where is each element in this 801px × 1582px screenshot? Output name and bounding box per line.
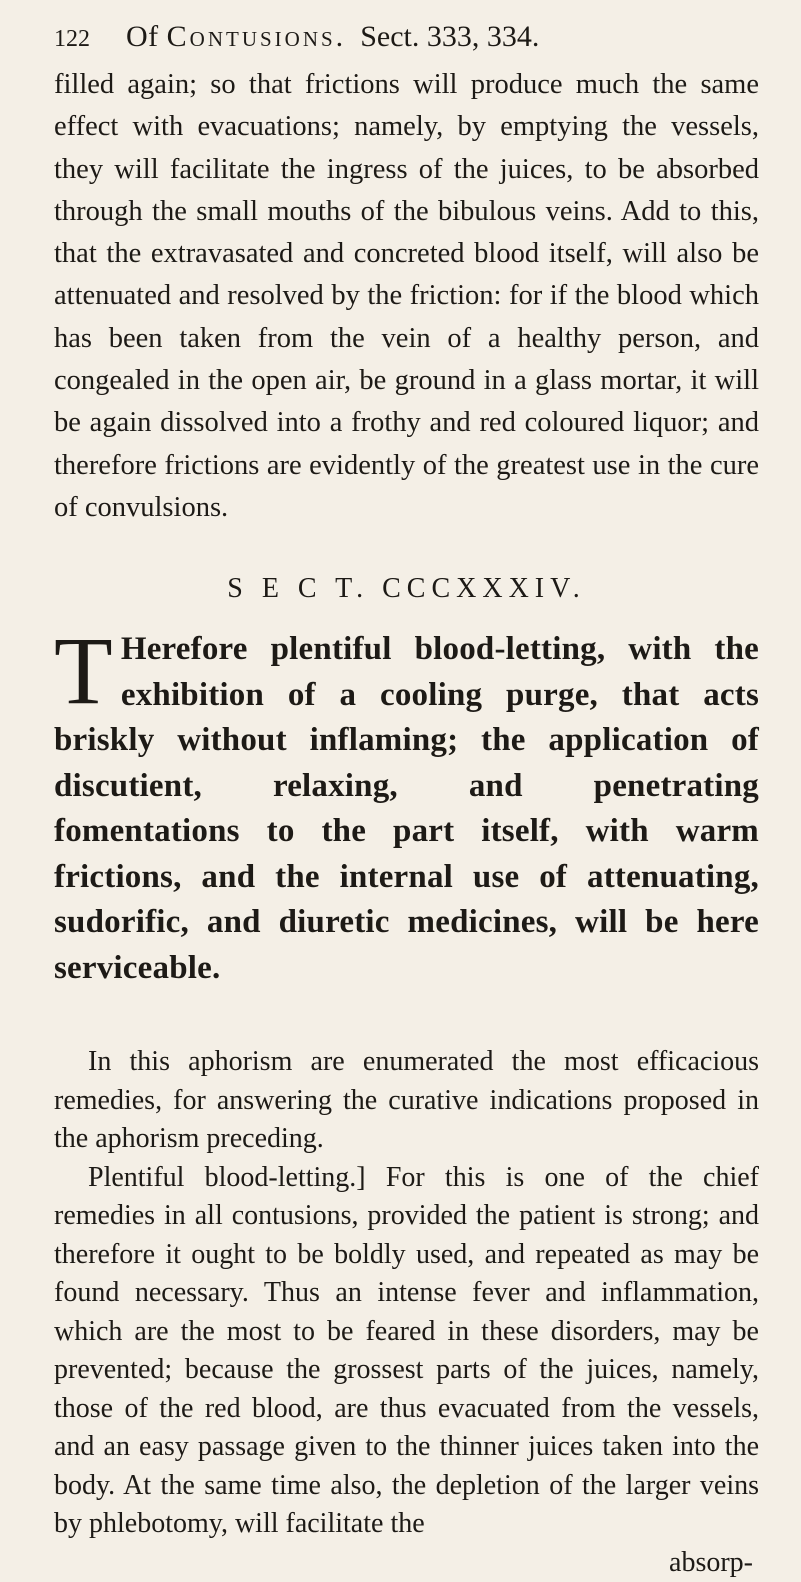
aphorism-text: Herefore plentiful blood-letting, with the exhibition of a cooling purge, that acts briskly without inflaming; the application of discutient, relaxing, and penetrating fomentations to the part itself, with warm frictions, and the internal use of attenuating, sudorific, and diuretic medicines, will be here serviceable. bbox=[54, 631, 759, 986]
running-title-prefix: Of bbox=[126, 20, 167, 53]
running-title bbox=[126, 20, 346, 54]
page-number: 122 bbox=[54, 26, 90, 52]
commentary-paragraph: In this aphorism are enumerated the most efficacious remedies, for answering the curative indications proposed in the aphorism preceding. bbox=[54, 1046, 759, 1155]
running-title-smallcaps: Contusions. bbox=[166, 20, 347, 53]
section-reference: Sect. 333, 334. bbox=[360, 20, 540, 53]
continuation-paragraph: filled again; so that frictions will produce much the same effect with evacuations; namely, by emptying the vessels, they will facilitate the ingress of the juices, to be absorbed through the small mouths of the bibulous veins. Add to this, that the extravasated and concreted blood itself, will also be attenuated and resolved by the friction: for if the blood which has been taken from the vein of a healthy person, and congealed in the open air, be ground in a glass mortar, it will be again dissolved into a frothy and red coloured liquor; and therefore frictions are evidently of the greatest use in the cure of convulsions. bbox=[54, 69, 759, 523]
section-heading: S E C T. CCCXXXIV. bbox=[227, 573, 586, 605]
commentary-paragraph: Plentiful blood-letting.] For this is one of the chief remedies in all contusions, provided the patient is strong; and therefore it ought to be boldly used, and repeated as may be found necessary. Thus an intense fever and inflammation, which are the most to be feared in these disorders, may be prevented; because the grossest parts of the juices, namely, those of the red blood, are thus evacuated from the vessels, and an easy passage given to the thinner juices taken into the body. At the same time also, the depletion of the larger veins by phlebotomy, will facilitate the bbox=[54, 1161, 759, 1540]
catchword: absorp- bbox=[669, 1546, 753, 1578]
running-head bbox=[54, 20, 759, 64]
commentary bbox=[54, 1043, 759, 1582]
drop-cap: T bbox=[54, 617, 113, 725]
aphorism-paragraph bbox=[54, 617, 759, 991]
